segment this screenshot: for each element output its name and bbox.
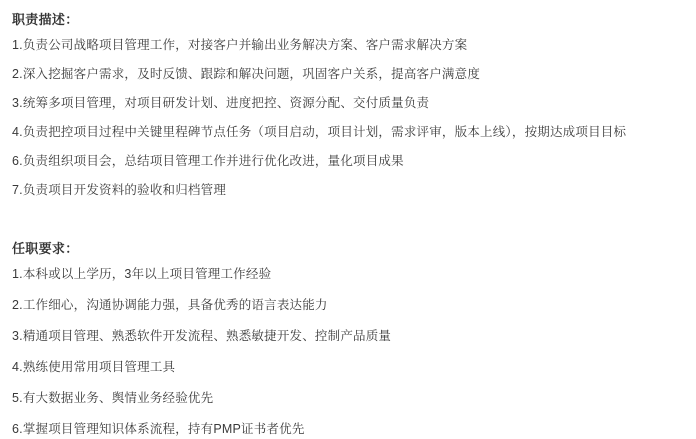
responsibilities-heading: 职责描述： — [12, 12, 79, 27]
responsibility-item: 6.负责组织项目会，总结项目管理工作并进行优化改进，量化项目成果 — [12, 154, 404, 168]
requirements-heading: 任职要求： — [12, 241, 79, 256]
responsibility-item: 7.负责项目开发资料的验收和归档管理 — [12, 183, 227, 197]
requirement-item: 1.本科或以上学历，3年以上项目管理工作经验 — [12, 267, 272, 281]
requirement-item: 6.掌握项目管理知识体系流程，持有PMP证书者优先 — [12, 422, 305, 436]
requirement-item: 5.有大数据业务、舆情业务经验优先 — [12, 391, 214, 405]
responsibility-item: 2.深入挖掘客户需求，及时反馈、跟踪和解决问题，巩固客户关系，提高客户满意度 — [12, 67, 481, 81]
responsibility-item: 1.负责公司战略项目管理工作，对接客户并输出业务解决方案、客户需求解决方案 — [12, 38, 468, 52]
section-divider-space — [12, 209, 684, 239]
requirement-item: 3.精通项目管理、熟悉软件开发流程、熟悉敏捷开发、控制产品质量 — [12, 329, 392, 343]
responsibility-item: 4.负责把控项目过程中关键里程碑节点任务（项目启动，项目计划，需求评审，版本上线），按期达成项目目标 — [12, 125, 627, 139]
requirement-item: 4.熟练使用常用项目管理工具 — [12, 360, 176, 374]
requirement-item: 2.工作细心，沟通协调能力强，具备优秀的语言表达能力 — [12, 298, 328, 312]
responsibility-item: 3.统筹多项目管理，对项目研发计划、进度把控、资源分配、交付质量负责 — [12, 96, 430, 110]
